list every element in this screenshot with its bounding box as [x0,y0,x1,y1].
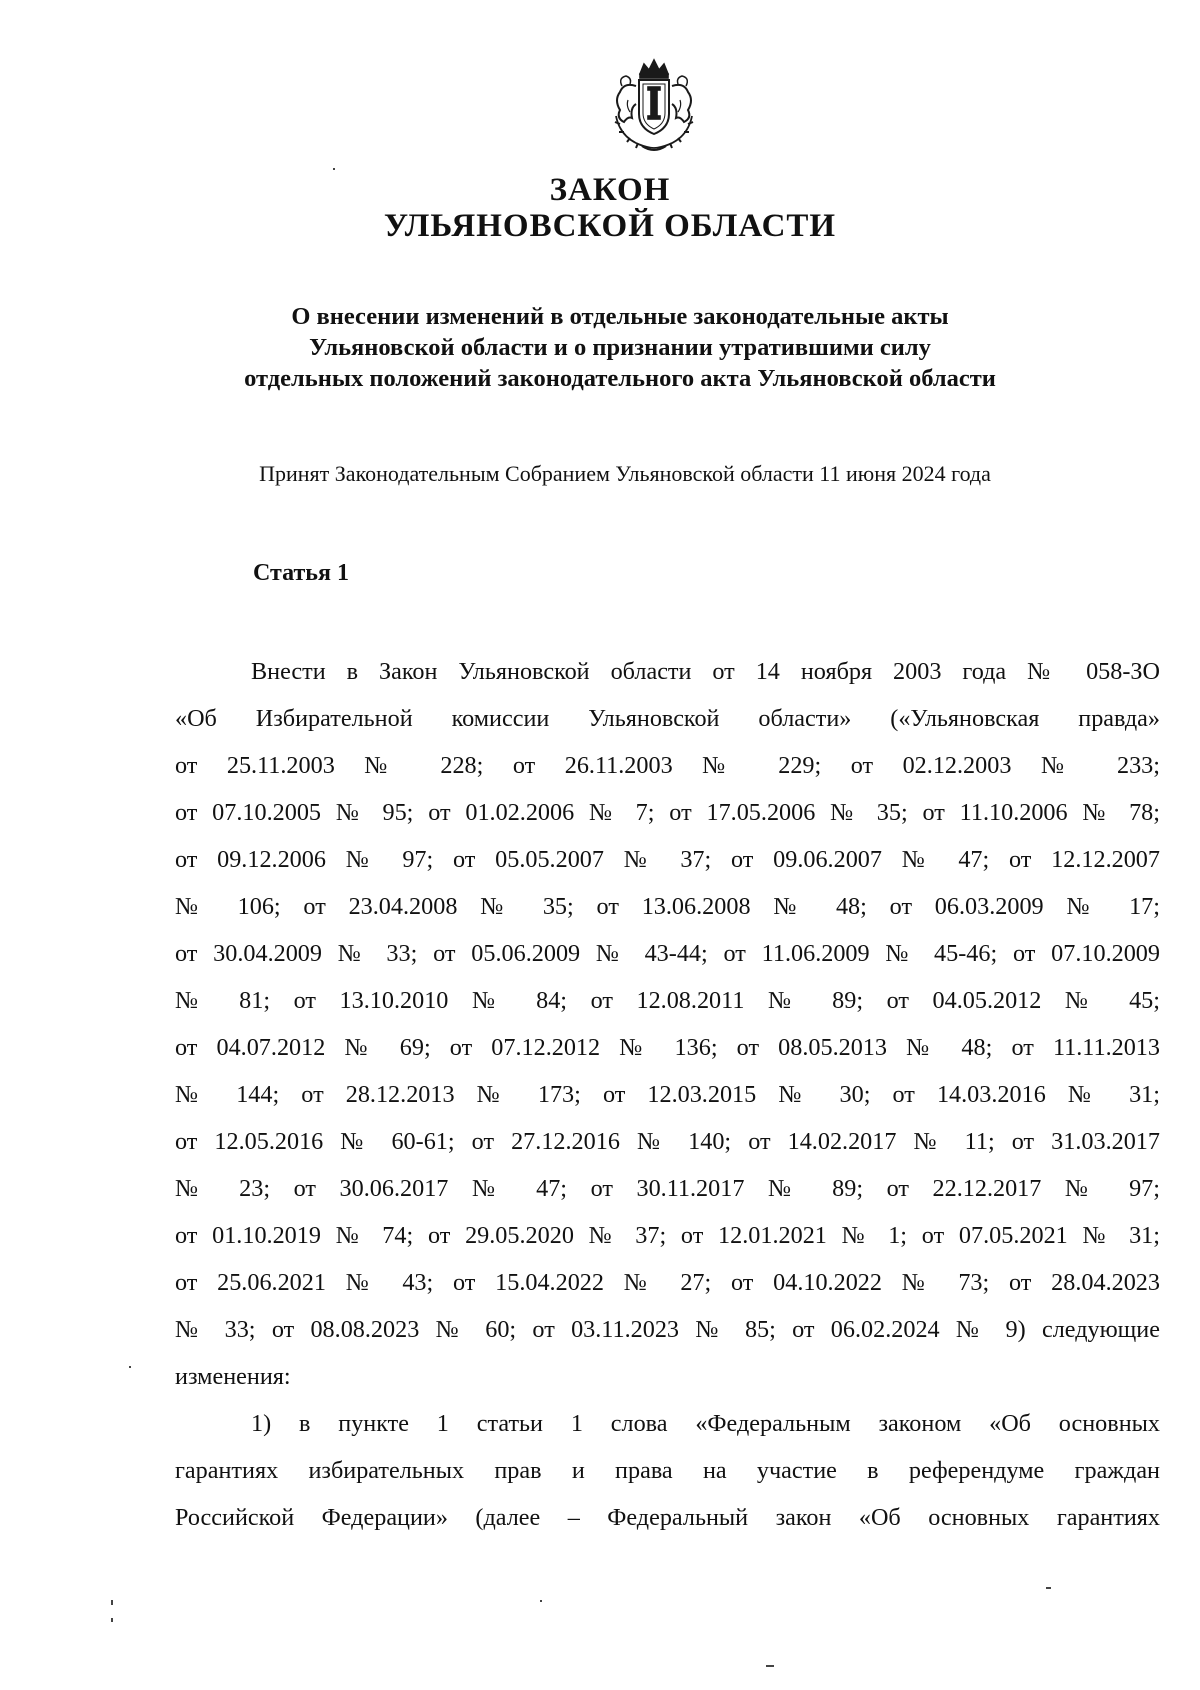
scan-speck [766,1665,774,1667]
body-line: от 25.11.2003 № 228; от 26.11.2003 № 229; от 02.12.2003 № 233; [175,752,1160,779]
body-line: гарантиях избирательных прав и права на участие в референдуме граждан [175,1457,1160,1484]
adoption-statement: Принят Законодательным Собранием Ульяновской области 11 июня 2024 года [259,461,991,486]
law-title [0,172,1200,244]
body-line: изменения: [175,1363,291,1390]
scan-speck [1046,1587,1051,1589]
body-line: Российской Федерации» (далее – Федеральный закон «Об основных гарантиях [175,1504,1160,1531]
scan-speck [111,1618,113,1622]
coat-of-arms-icon [606,56,702,156]
body-line: Внести в Закон Ульяновской области от 14 ноября 2003 года № 058-ЗО [251,658,1160,685]
scan-speck [333,168,335,170]
body-line: от 30.04.2009 № 33; от 05.06.2009 № 43-44; от 11.06.2009 № 45-46; от 07.10.2009 [175,940,1160,967]
law-subtitle [200,301,1040,394]
body-line: № 23; от 30.06.2017 № 47; от 30.11.2017 № 89; от 22.12.2017 № 97; [175,1175,1160,1202]
title-line-1: ЗАКОН [549,172,671,208]
body-line: № 144; от 28.12.2013 № 173; от 12.03.2015 № 30; от 14.03.2016 № 31; [175,1081,1160,1108]
subtitle-line-3: отдельных положений законодательного акта Ульяновской области [244,365,996,392]
body-line: от 25.06.2021 № 43; от 15.04.2022 № 27; от 04.10.2022 № 73; от 28.04.2023 [175,1269,1160,1296]
subtitle-line-2: Ульяновской области и о признании утратившими силу [309,334,931,361]
article-heading: Статья 1 [253,560,349,586]
title-line-2: УЛЬЯНОВСКОЙ ОБЛАСТИ [383,208,837,244]
body-line: от 04.07.2012 № 69; от 07.12.2012 № 136; от 08.05.2013 № 48; от 11.11.2013 [175,1034,1160,1061]
body-line: № 33; от 08.08.2023 № 60; от 03.11.2023 № 85; от 06.02.2024 № 9) следующие [175,1316,1160,1343]
scan-speck [111,1600,113,1605]
body-line: от 07.10.2005 № 95; от 01.02.2006 № 7; от 17.05.2006 № 35; от 11.10.2006 № 78; [175,799,1160,826]
scan-speck [129,1366,131,1368]
scan-speck [540,1600,542,1602]
body-line: от 01.10.2019 № 74; от 29.05.2020 № 37; от 12.01.2021 № 1; от 07.05.2021 № 31; [175,1222,1160,1249]
body-line: «Об Избирательной комиссии Ульяновской области» («Ульяновская правда» [175,705,1160,732]
body-line: № 81; от 13.10.2010 № 84; от 12.08.2011 № 89; от 04.05.2012 № 45; [175,987,1160,1014]
body-line: от 12.05.2016 № 60-61; от 27.12.2016 № 140; от 14.02.2017 № 11; от 31.03.2017 [175,1128,1160,1155]
subtitle-line-1: О внесении изменений в отдельные законодательные акты [291,303,949,330]
article-body [175,648,1160,1541]
body-line: 1) в пункте 1 статьи 1 слова «Федеральным законом «Об основных [251,1410,1160,1437]
body-line: № 106; от 23.04.2008 № 35; от 13.06.2008 № 48; от 06.03.2009 № 17; [175,893,1160,920]
body-line: от 09.12.2006 № 97; от 05.05.2007 № 37; от 09.06.2007 № 47; от 12.12.2007 [175,846,1160,873]
